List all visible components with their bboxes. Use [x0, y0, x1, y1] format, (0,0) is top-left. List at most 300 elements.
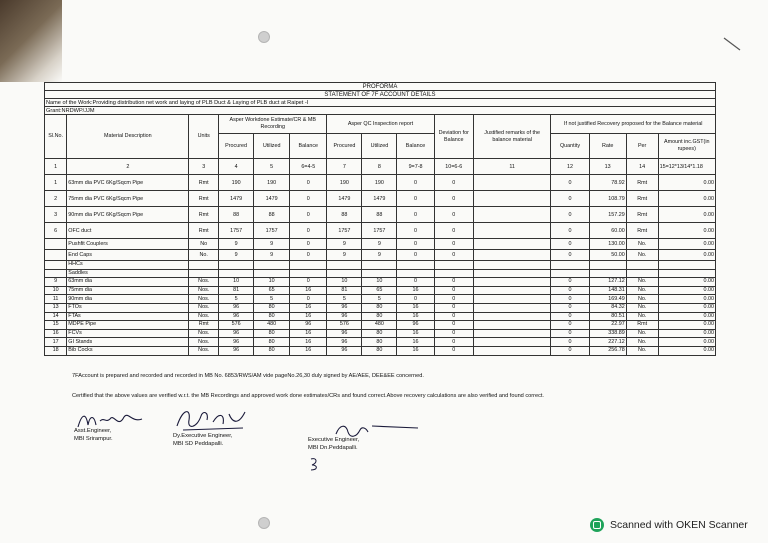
- per-cell: No.: [626, 295, 658, 304]
- material-cell: OFC duct: [67, 223, 189, 239]
- procured-cell: 81: [219, 286, 254, 295]
- table-row: [45, 295, 716, 304]
- rate-cell: 60.00: [589, 223, 626, 239]
- deviation-cell: 0: [434, 321, 473, 330]
- balance-cell: 16: [290, 312, 327, 321]
- balance-cell: 0: [290, 278, 327, 287]
- sl-cell: 11: [45, 295, 67, 304]
- unit-cell: Nos.: [189, 312, 219, 321]
- unit-cell: No: [189, 239, 219, 250]
- column-number: 3: [189, 159, 219, 175]
- deviation-cell: 0: [434, 338, 473, 347]
- column-number: 2: [67, 159, 189, 175]
- procured-cell: 10: [219, 278, 254, 287]
- signatory-title: Asst.Engineer,: [74, 428, 112, 434]
- qc-procured-cell: 96: [327, 312, 362, 321]
- header-qc-group: Asper QC Inspection report: [327, 115, 434, 134]
- column-number: 14: [626, 159, 658, 175]
- amount-cell: 0.00: [658, 191, 715, 207]
- quantity-cell: [551, 269, 589, 278]
- utilized-cell: 80: [254, 312, 290, 321]
- sl-cell: 3: [45, 207, 67, 223]
- header-qc-utilized: Utilized: [362, 134, 397, 159]
- procured-cell: 190: [219, 175, 254, 191]
- deviation-cell: 0: [434, 239, 473, 250]
- amount-cell: 0.00: [658, 303, 715, 312]
- column-number: 10=6-6: [434, 159, 473, 175]
- header-qc-balance: Balance: [397, 134, 434, 159]
- balance-cell: 16: [290, 286, 327, 295]
- utilized-cell: 1757: [254, 223, 290, 239]
- qc-balance-cell: 16: [397, 329, 434, 338]
- balance-cell: 16: [290, 338, 327, 347]
- rate-cell: 256.78: [589, 346, 626, 355]
- unit-cell: Nos.: [189, 329, 219, 338]
- header-amount: Amount inc.GST(in rupees): [658, 134, 715, 159]
- table-row: [45, 329, 716, 338]
- handwritten-signature-icon: [332, 420, 422, 442]
- balance-cell: [290, 269, 327, 278]
- sl-cell: 1: [45, 175, 67, 191]
- procured-cell: 5: [219, 295, 254, 304]
- remarks-cell: [473, 286, 550, 295]
- sl-cell: 6: [45, 223, 67, 239]
- unit-cell: Nos.: [189, 346, 219, 355]
- quantity-cell: 0: [551, 295, 589, 304]
- material-cell: MDPE Pipe: [67, 321, 189, 330]
- balance-cell: 0: [290, 239, 327, 250]
- column-number: 15=12*13/14*1.18: [658, 159, 715, 175]
- rate-cell: 148.31: [589, 286, 626, 295]
- amount-cell: 0.00: [658, 295, 715, 304]
- qc-utilized-cell: 9: [362, 239, 397, 250]
- unit-cell: Rmt: [189, 321, 219, 330]
- utilized-cell: 5: [254, 295, 290, 304]
- deviation-cell: 0: [434, 329, 473, 338]
- unit-cell: [189, 269, 219, 278]
- header-deviation: Deviation for Balance: [434, 115, 473, 159]
- amount-cell: 0.00: [658, 338, 715, 347]
- signature-block-ae: [74, 427, 113, 443]
- rate-cell: 157.29: [589, 207, 626, 223]
- header-procured: Procured: [219, 134, 254, 159]
- unit-cell: No.: [189, 250, 219, 261]
- table-row: [45, 239, 716, 250]
- qc-balance-cell: 0: [397, 191, 434, 207]
- sl-cell: 15: [45, 321, 67, 330]
- procured-cell: 96: [219, 338, 254, 347]
- procured-cell: 96: [219, 329, 254, 338]
- qc-procured-cell: 576: [327, 321, 362, 330]
- quantity-cell: 0: [551, 250, 589, 261]
- utilized-cell: 80: [254, 329, 290, 338]
- quantity-cell: 0: [551, 239, 589, 250]
- table-row: [45, 269, 716, 278]
- table-row: [45, 250, 716, 261]
- remarks-cell: [473, 261, 550, 270]
- remarks-cell: [473, 250, 550, 261]
- remarks-cell: [473, 321, 550, 330]
- qc-balance-cell: 16: [397, 338, 434, 347]
- column-number: 5: [254, 159, 290, 175]
- signatory-office: MBI Srirampur.: [74, 436, 113, 442]
- material-cell: 90mm dia PVC 6Kg/Sqcm Pipe: [67, 207, 189, 223]
- qc-procured-cell: 96: [327, 346, 362, 355]
- qc-procured-cell: 88: [327, 207, 362, 223]
- column-number: 6=4-5: [290, 159, 327, 175]
- handwritten-signature-icon: [173, 406, 253, 434]
- column-number: 11: [473, 159, 550, 175]
- qc-utilized-cell: 1479: [362, 191, 397, 207]
- per-cell: No.: [626, 303, 658, 312]
- sl-cell: 13: [45, 303, 67, 312]
- qc-utilized-cell: 80: [362, 329, 397, 338]
- amount-cell: 0.00: [658, 207, 715, 223]
- balance-cell: 0: [290, 175, 327, 191]
- table-row: [45, 261, 716, 270]
- sl-cell: [45, 261, 67, 270]
- deviation-cell: 0: [434, 278, 473, 287]
- paper-corner-shadow: [0, 0, 62, 82]
- unit-cell: Rmt: [189, 175, 219, 191]
- procured-cell: 96: [219, 303, 254, 312]
- utilized-cell: 80: [254, 346, 290, 355]
- material-cell: FCVs: [67, 329, 189, 338]
- amount-cell: 0.00: [658, 278, 715, 287]
- balance-cell: 0: [290, 207, 327, 223]
- quantity-cell: 0: [551, 191, 589, 207]
- sl-cell: 2: [45, 191, 67, 207]
- unit-cell: Nos.: [189, 295, 219, 304]
- handwritten-signature-icon: [76, 409, 146, 431]
- qc-balance-cell: 16: [397, 303, 434, 312]
- utilized-cell: 88: [254, 207, 290, 223]
- per-cell: No.: [626, 338, 658, 347]
- qc-procured-cell: 9: [327, 239, 362, 250]
- qc-utilized-cell: [362, 269, 397, 278]
- utilized-cell: 480: [254, 321, 290, 330]
- qc-balance-cell: [397, 269, 434, 278]
- qc-balance-cell: 0: [397, 175, 434, 191]
- deviation-cell: 0: [434, 295, 473, 304]
- per-cell: Rmt: [626, 223, 658, 239]
- deviation-cell: [434, 269, 473, 278]
- qc-utilized-cell: 88: [362, 207, 397, 223]
- certification-note: Certified that the above values are verified w.r.t. the MB Recordings and approved work done estimates/CRs and found correct.Above recovery calculations are also verified and found correct.: [72, 393, 544, 399]
- balance-cell: 16: [290, 303, 327, 312]
- per-cell: No.: [626, 250, 658, 261]
- table-row: [45, 286, 716, 295]
- qc-procured-cell: 10: [327, 278, 362, 287]
- utilized-cell: 80: [254, 338, 290, 347]
- rate-cell: 227.12: [589, 338, 626, 347]
- column-number: 1: [45, 159, 67, 175]
- qc-balance-cell: 96: [397, 321, 434, 330]
- quantity-cell: 0: [551, 175, 589, 191]
- header-units: Units: [189, 115, 219, 159]
- qc-procured-cell: 5: [327, 295, 362, 304]
- table-row: [45, 312, 716, 321]
- punch-hole: [258, 517, 270, 529]
- amount-cell: 0.00: [658, 346, 715, 355]
- amount-cell: 0.00: [658, 329, 715, 338]
- procured-cell: 96: [219, 346, 254, 355]
- rate-cell: 80.51: [589, 312, 626, 321]
- remarks-cell: [473, 269, 550, 278]
- amount-cell: 0.00: [658, 321, 715, 330]
- remarks-cell: [473, 303, 550, 312]
- qc-balance-cell: 0: [397, 250, 434, 261]
- utilized-cell: 10: [254, 278, 290, 287]
- procured-cell: [219, 269, 254, 278]
- remarks-cell: [473, 346, 550, 355]
- quantity-cell: 0: [551, 303, 589, 312]
- procured-cell: [219, 261, 254, 270]
- amount-cell: [658, 269, 715, 278]
- proforma-title: PROFORMA: [44, 82, 716, 91]
- sl-cell: 16: [45, 329, 67, 338]
- qc-utilized-cell: 480: [362, 321, 397, 330]
- quantity-cell: 0: [551, 223, 589, 239]
- qc-procured-cell: 1757: [327, 223, 362, 239]
- material-cell: 75mm dia: [67, 286, 189, 295]
- qc-balance-cell: 0: [397, 207, 434, 223]
- qc-procured-cell: [327, 269, 362, 278]
- header-rate: Rate: [589, 134, 626, 159]
- material-cell: GI Stands: [67, 338, 189, 347]
- deviation-cell: [434, 261, 473, 270]
- balance-cell: 16: [290, 346, 327, 355]
- rate-cell: 130.00: [589, 239, 626, 250]
- procured-cell: 1757: [219, 223, 254, 239]
- material-cell: FTOs: [67, 303, 189, 312]
- scanner-badge-text: Scanned with OKEN Scanner: [610, 519, 748, 531]
- remarks-cell: [473, 329, 550, 338]
- sl-cell: 18: [45, 346, 67, 355]
- qc-procured-cell: 81: [327, 286, 362, 295]
- deviation-cell: 0: [434, 346, 473, 355]
- per-cell: No.: [626, 346, 658, 355]
- mb-recording-note: 7FAccount is prepared and recorded and recorded in MB No. 6853/RWS/AM vide pageNo.26,30 duly signed by AE/AEE, DEE&EE concerned.: [72, 373, 424, 379]
- per-cell: [626, 261, 658, 270]
- per-cell: Rmt: [626, 191, 658, 207]
- sl-cell: 9: [45, 278, 67, 287]
- table-row: [45, 191, 716, 207]
- quantity-cell: 0: [551, 207, 589, 223]
- qc-utilized-cell: 80: [362, 346, 397, 355]
- unit-cell: [189, 261, 219, 270]
- unit-cell: Rmt: [189, 223, 219, 239]
- qc-balance-cell: 16: [397, 312, 434, 321]
- unit-cell: Rmt: [189, 191, 219, 207]
- qc-procured-cell: 9: [327, 250, 362, 261]
- quantity-cell: 0: [551, 312, 589, 321]
- rate-cell: [589, 269, 626, 278]
- unit-cell: Nos.: [189, 303, 219, 312]
- amount-cell: 0.00: [658, 239, 715, 250]
- per-cell: [626, 269, 658, 278]
- remarks-cell: [473, 312, 550, 321]
- amount-cell: 0.00: [658, 223, 715, 239]
- header-workdone-group: Asper Workdone Estimate/CR & MB Recording: [219, 115, 327, 134]
- qc-balance-cell: 0: [397, 223, 434, 239]
- material-cell: 63mm dia PVC 6Kg/Sqcm Pipe: [67, 175, 189, 191]
- qc-utilized-cell: 80: [362, 338, 397, 347]
- qc-utilized-cell: [362, 261, 397, 270]
- quantity-cell: 0: [551, 346, 589, 355]
- material-cell: 75mm dia PVC 6Kg/Sqcm Pipe: [67, 191, 189, 207]
- account-table: [44, 114, 716, 356]
- unit-cell: Nos.: [189, 278, 219, 287]
- rate-cell: 127.12: [589, 278, 626, 287]
- balance-cell: 16: [290, 329, 327, 338]
- table-row: [45, 278, 716, 287]
- remarks-cell: [473, 223, 550, 239]
- amount-cell: 0.00: [658, 286, 715, 295]
- unit-cell: Nos.: [189, 338, 219, 347]
- table-row: [45, 321, 716, 330]
- sl-cell: [45, 269, 67, 278]
- qc-utilized-cell: 1757: [362, 223, 397, 239]
- header-qc-procured: Procured: [327, 134, 362, 159]
- sl-cell: [45, 239, 67, 250]
- quantity-cell: 0: [551, 329, 589, 338]
- utilized-cell: 9: [254, 239, 290, 250]
- utilized-cell: 190: [254, 175, 290, 191]
- statement-subtitle: STATEMENT OF 7F ACCOUNT DETAILS: [44, 90, 716, 99]
- remarks-cell: [473, 239, 550, 250]
- material-cell: FTAs: [67, 312, 189, 321]
- utilized-cell: 80: [254, 303, 290, 312]
- sl-cell: 14: [45, 312, 67, 321]
- amount-cell: 0.00: [658, 175, 715, 191]
- balance-cell: 0: [290, 223, 327, 239]
- sl-cell: 10: [45, 286, 67, 295]
- qc-utilized-cell: 80: [362, 312, 397, 321]
- quantity-cell: 0: [551, 286, 589, 295]
- deviation-cell: 0: [434, 303, 473, 312]
- amount-cell: [658, 261, 715, 270]
- header-recovery-group: If not justified Recovery proposed for the Balance material: [551, 115, 716, 134]
- qc-utilized-cell: 65: [362, 286, 397, 295]
- qc-utilized-cell: 190: [362, 175, 397, 191]
- qc-procured-cell: 1479: [327, 191, 362, 207]
- qc-utilized-cell: 80: [362, 303, 397, 312]
- column-number: 12: [551, 159, 589, 175]
- qc-balance-cell: 16: [397, 286, 434, 295]
- qc-balance-cell: [397, 261, 434, 270]
- rate-cell: 338.89: [589, 329, 626, 338]
- per-cell: No.: [626, 312, 658, 321]
- per-cell: Rmt: [626, 207, 658, 223]
- procured-cell: 9: [219, 239, 254, 250]
- qc-procured-cell: 96: [327, 303, 362, 312]
- material-cell: 90mm dia: [67, 295, 189, 304]
- initial-mark-icon: [308, 456, 322, 472]
- column-number: 8: [362, 159, 397, 175]
- material-cell: 63mm dia: [67, 278, 189, 287]
- rate-cell: 50.00: [589, 250, 626, 261]
- qc-utilized-cell: 10: [362, 278, 397, 287]
- qc-utilized-cell: 9: [362, 250, 397, 261]
- per-cell: Rmt: [626, 175, 658, 191]
- procured-cell: 88: [219, 207, 254, 223]
- table-row: [45, 303, 716, 312]
- table-row: [45, 223, 716, 239]
- deviation-cell: 0: [434, 312, 473, 321]
- remarks-cell: [473, 338, 550, 347]
- header-balance: Balance: [290, 134, 327, 159]
- column-number: 9=7-8: [397, 159, 434, 175]
- column-number: 7: [327, 159, 362, 175]
- column-number: 4: [219, 159, 254, 175]
- material-cell: End Caps: [67, 250, 189, 261]
- utilized-cell: 1479: [254, 191, 290, 207]
- qc-procured-cell: [327, 261, 362, 270]
- deviation-cell: 0: [434, 207, 473, 223]
- remarks-cell: [473, 175, 550, 191]
- balance-cell: 96: [290, 321, 327, 330]
- per-cell: No.: [626, 278, 658, 287]
- sl-cell: 17: [45, 338, 67, 347]
- header-material-description: Material Description: [67, 115, 189, 159]
- qc-utilized-cell: 5: [362, 295, 397, 304]
- rate-cell: 108.79: [589, 191, 626, 207]
- unit-cell: Nos.: [189, 286, 219, 295]
- qc-balance-cell: 0: [397, 239, 434, 250]
- header-utilized: Utilized: [254, 134, 290, 159]
- quantity-cell: 0: [551, 278, 589, 287]
- deviation-cell: 0: [434, 286, 473, 295]
- header-sl-no: Sl.No.: [45, 115, 67, 159]
- utilized-cell: [254, 261, 290, 270]
- qc-procured-cell: 96: [327, 338, 362, 347]
- remarks-cell: [473, 191, 550, 207]
- quantity-cell: 0: [551, 321, 589, 330]
- material-cell: Bib Cocks: [67, 346, 189, 355]
- per-cell: No.: [626, 286, 658, 295]
- sl-cell: [45, 250, 67, 261]
- signatory-office: MBI SD Peddapalli.: [173, 441, 224, 447]
- procured-cell: 9: [219, 250, 254, 261]
- remarks-cell: [473, 278, 550, 287]
- quantity-cell: [551, 261, 589, 270]
- signature-block-ee: [308, 436, 359, 452]
- table-row: [45, 175, 716, 191]
- procured-cell: 576: [219, 321, 254, 330]
- qc-balance-cell: 16: [397, 346, 434, 355]
- remarks-cell: [473, 295, 550, 304]
- deviation-cell: 0: [434, 175, 473, 191]
- signature-block-dee: [173, 432, 233, 448]
- deviation-cell: 0: [434, 191, 473, 207]
- pen-mark-icon: [722, 36, 744, 54]
- deviation-cell: 0: [434, 250, 473, 261]
- table-row: [45, 346, 716, 355]
- balance-cell: 0: [290, 250, 327, 261]
- rate-cell: 169.49: [589, 295, 626, 304]
- scanner-logo-icon: [590, 518, 604, 532]
- balance-cell: 0: [290, 295, 327, 304]
- signatory-title: Executive Engineer,: [308, 437, 360, 443]
- remarks-cell: [473, 207, 550, 223]
- per-cell: No.: [626, 329, 658, 338]
- per-cell: Rmt: [626, 321, 658, 330]
- rate-cell: 84.32: [589, 303, 626, 312]
- utilized-cell: [254, 269, 290, 278]
- punch-hole: [258, 31, 270, 43]
- work-name: Name of the Work:Providing distribution net work and laying of PLB Duct & Laying of PLB duct at Raipet -I: [44, 98, 716, 107]
